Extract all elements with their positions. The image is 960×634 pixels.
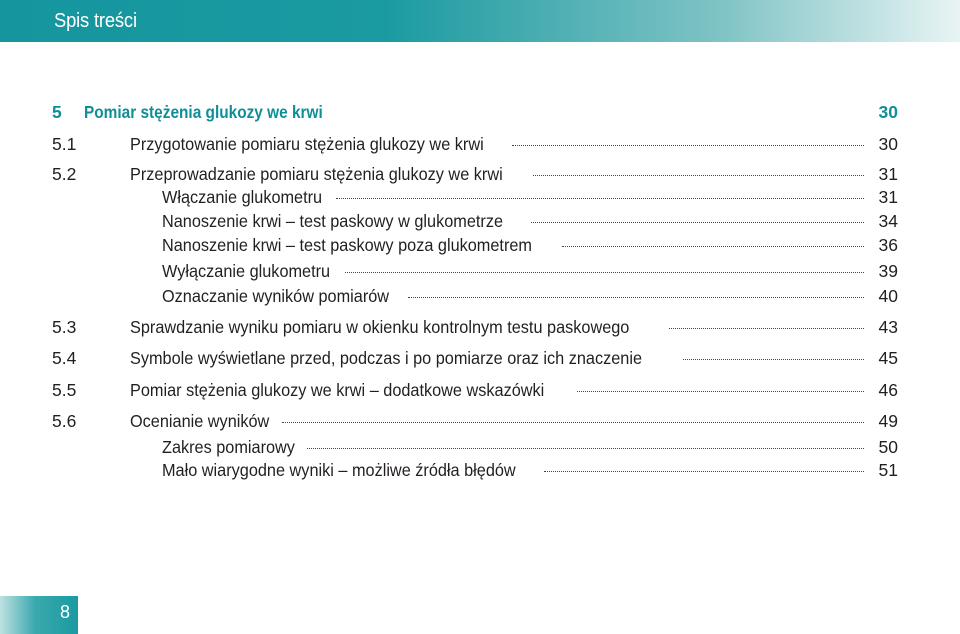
entry-title: Nanoszenie krwi – test paskowy poza glukometrem	[162, 235, 532, 255]
entry-page: 40	[878, 286, 898, 306]
entry-title: Nanoszenie krwi – test paskowy w glukometrze	[162, 211, 504, 231]
entry-page: 49	[878, 411, 898, 431]
entry-page: 46	[878, 380, 898, 400]
dot-leader	[544, 471, 864, 472]
toc-entry[interactable]	[0, 408, 960, 434]
entry-title-wrap	[162, 208, 868, 234]
entry-page: 36	[878, 235, 898, 255]
dot-leader	[408, 297, 864, 298]
dot-leader	[336, 198, 864, 199]
chapter-number: 5	[52, 102, 62, 122]
page-number: 8	[59, 602, 70, 622]
entry-title: Zakres pomiarowy	[162, 437, 295, 457]
entry-number: 5.5	[52, 380, 77, 400]
dot-leader	[562, 246, 864, 247]
entry-title-wrap	[162, 232, 868, 258]
entry-title: Przeprowadzanie pomiaru stężenia glukozy we krwi	[130, 164, 503, 184]
entry-page: 31	[878, 164, 898, 184]
toc-entry[interactable]	[0, 131, 960, 157]
toc-entry[interactable]	[0, 184, 960, 210]
entry-page: 51	[878, 460, 898, 480]
entry-title: Pomiar stężenia glukozy we krwi – dodatkowe wskazówki	[130, 380, 545, 400]
chapter-title: Pomiar stężenia glukozy we krwi	[84, 102, 323, 122]
entry-title-wrap	[130, 408, 868, 434]
page-title: Spis treści	[54, 10, 137, 32]
dot-leader	[683, 359, 864, 360]
entry-title-wrap	[162, 258, 868, 284]
entry-number: 5.6	[52, 411, 77, 431]
page-number-box	[0, 596, 78, 634]
dot-leader	[512, 145, 864, 146]
entry-title: Mało wiarygodne wyniki – możliwe źródła błędów	[162, 460, 516, 480]
toc-chapter[interactable]	[0, 99, 960, 125]
toc-entry[interactable]	[0, 232, 960, 258]
dot-leader	[531, 222, 864, 223]
entry-title-wrap	[130, 345, 868, 371]
dot-leader	[533, 175, 864, 176]
toc-entry[interactable]	[0, 345, 960, 371]
toc-entry[interactable]	[0, 377, 960, 403]
entry-page: 43	[878, 317, 898, 337]
entry-number: 5.3	[52, 317, 77, 337]
entry-title: Przygotowanie pomiaru stężenia glukozy we krwi	[130, 134, 484, 154]
entry-title: Wyłączanie glukometru	[162, 261, 331, 281]
entry-number: 5.1	[52, 134, 77, 154]
entry-title: Oznaczanie wyników pomiarów	[162, 286, 390, 306]
entry-title: Symbole wyświetlane przed, podczas i po pomiarze oraz ich znaczenie	[130, 348, 643, 368]
entry-page: 39	[878, 261, 898, 281]
dot-leader	[307, 448, 864, 449]
toc-entry[interactable]	[0, 258, 960, 284]
entry-title-wrap	[130, 314, 868, 340]
entry-title-wrap	[162, 283, 868, 309]
dot-leader	[577, 391, 864, 392]
toc-entry[interactable]	[0, 457, 960, 483]
entry-page: 31	[878, 187, 898, 207]
entry-page: 30	[878, 134, 898, 154]
entry-title: Ocenianie wyników	[130, 411, 270, 431]
entry-number: 5.2	[52, 164, 77, 184]
entry-title: Sprawdzanie wyniku pomiaru w okienku kontrolnym testu paskowego	[130, 317, 630, 337]
toc-entry[interactable]	[0, 283, 960, 309]
dot-leader	[345, 272, 864, 273]
dot-leader	[669, 328, 864, 329]
entry-number: 5.4	[52, 348, 77, 368]
entry-title-wrap	[162, 457, 868, 483]
chapter-page: 30	[878, 102, 898, 122]
chapter-title-wrap	[84, 99, 868, 125]
entry-title-wrap	[130, 131, 868, 157]
dot-leader	[282, 422, 864, 423]
entry-title-wrap	[130, 377, 868, 403]
entry-title-wrap	[162, 184, 868, 210]
toc-entry[interactable]	[0, 208, 960, 234]
entry-title: Włączanie glukometru	[162, 187, 323, 207]
entry-page: 50	[878, 437, 898, 457]
toc-entry[interactable]	[0, 314, 960, 340]
entry-page: 45	[878, 348, 898, 368]
entry-page: 34	[878, 211, 898, 231]
